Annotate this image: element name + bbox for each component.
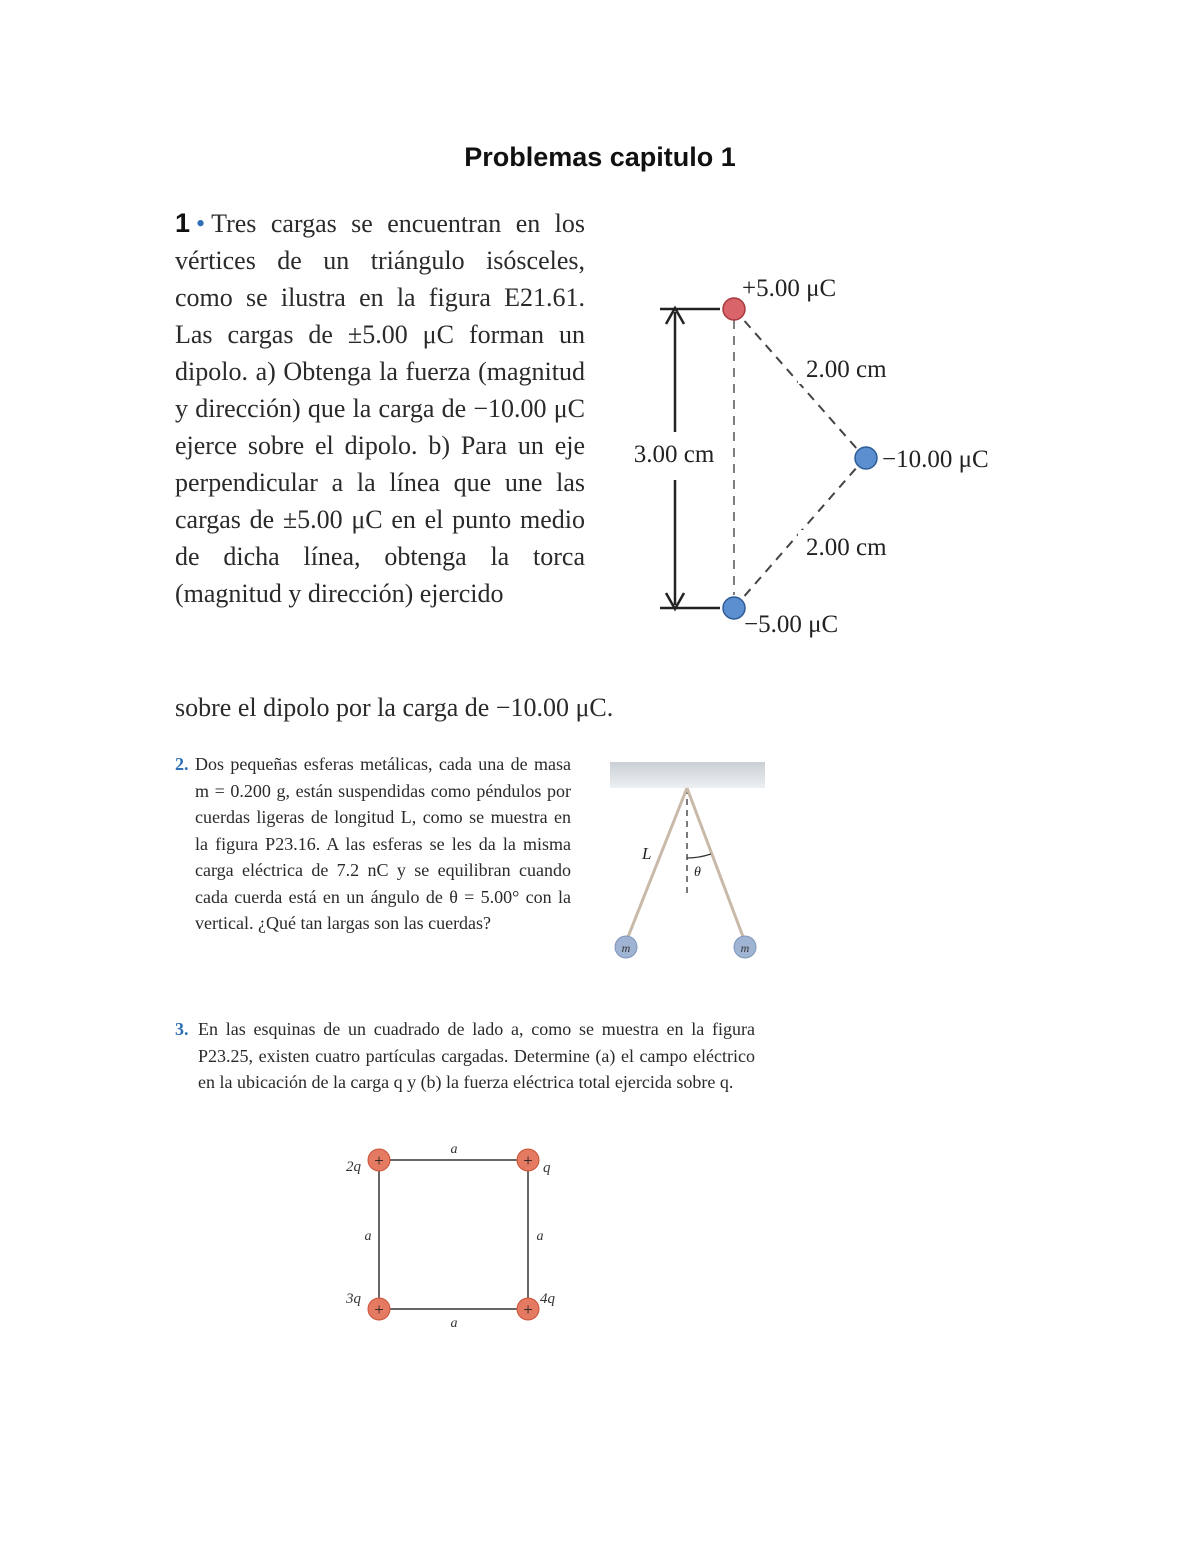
figure-square-charges bbox=[335, 1135, 575, 1335]
charge-label-top: +5.00 μC bbox=[742, 275, 837, 302]
problem-3-body: En las esquinas de un cuadrado de lado a, como se muestra en la figura P23.25, existen cuatro partículas cargadas. Determine (a) el campo eléctrico en la ubicación de la carga q y (b) la fuerza eléctrica total ejercida sobre q. bbox=[198, 1019, 755, 1092]
problem-2-text bbox=[175, 751, 571, 937]
side-label-right: a bbox=[536, 1229, 544, 1244]
problem-1-last-line: sobre el dipolo por la carga de −10.00 μC. bbox=[175, 693, 614, 722]
side-label-left: a bbox=[364, 1229, 372, 1244]
problem-3-number: 3. bbox=[175, 1019, 189, 1039]
bullet-icon: • bbox=[196, 209, 206, 238]
height-label: 3.00 cm bbox=[633, 441, 715, 468]
problem-1-text bbox=[175, 205, 585, 612]
side-label-top: 2.00 cm bbox=[806, 356, 887, 383]
plus-icon: + bbox=[523, 1300, 533, 1319]
angle-arc bbox=[687, 854, 711, 858]
charge-label-right: −10.00 μC bbox=[882, 446, 989, 473]
ceiling bbox=[610, 762, 765, 788]
side-label-bottom: a bbox=[450, 1316, 458, 1331]
problem-3-text bbox=[175, 1016, 755, 1096]
figure-pendulums bbox=[605, 758, 770, 988]
page-title: Problemas capitulo 1 bbox=[464, 142, 736, 172]
side-label-top: a bbox=[450, 1142, 458, 1157]
problem-2-body: Dos pequeñas esferas metálicas, cada una de masa m = 0.200 g, están suspendidas como péndulos por cuerdas ligeras de longitud L, como se muestra en la figura P23.16. A las esferas se les da la misma carga eléctrica de 7.2 nC y se equilibran cuando cada cuerda está en un ángulo de θ = 5.00° con la vertical. ¿Qué tan largas son las cuerdas? bbox=[195, 754, 571, 933]
charge-label-top-left: 2q bbox=[346, 1159, 361, 1175]
negative-charge-bottom bbox=[723, 597, 745, 619]
problem-2-number: 2. bbox=[175, 754, 189, 774]
square bbox=[379, 1160, 528, 1309]
problem-1-number: 1 bbox=[175, 208, 191, 238]
plus-icon: + bbox=[523, 1151, 533, 1170]
charge-label-top-right: q bbox=[543, 1160, 551, 1176]
charge-label-bottom: −5.00 μC bbox=[744, 611, 839, 638]
plus-icon: + bbox=[374, 1151, 384, 1170]
charge-label-bottom-right: 4q bbox=[540, 1291, 555, 1307]
negative-charge-right bbox=[855, 447, 877, 469]
length-label: L bbox=[642, 844, 652, 863]
mass-label-left: m bbox=[621, 941, 631, 955]
side-label-bottom: 2.00 cm bbox=[806, 534, 887, 561]
problem-1-body: Tres cargas se encuentran en los vértices de un triángulo isósceles, como se ilustra en la figura E21.61. Las cargas de ±5.00 μC forman un dipolo. a) Obtenga la fuerza (magnitud y dirección) que la carga de −10.00 μC ejerce sobre el dipolo. b) Para un eje perpendicular a la línea que une las cargas de ±5.00 μC en el punto medio de dicha línea, obtenga la torca (magnitud y dirección) ejercido bbox=[175, 209, 585, 608]
charge-label-bottom-left: 3q bbox=[346, 1291, 361, 1307]
plus-icon: + bbox=[374, 1300, 384, 1319]
string-left bbox=[626, 788, 687, 942]
angle-label: θ bbox=[694, 865, 701, 880]
figure-dipole-triangle bbox=[600, 260, 1020, 640]
mass-label-right: m bbox=[740, 941, 750, 955]
